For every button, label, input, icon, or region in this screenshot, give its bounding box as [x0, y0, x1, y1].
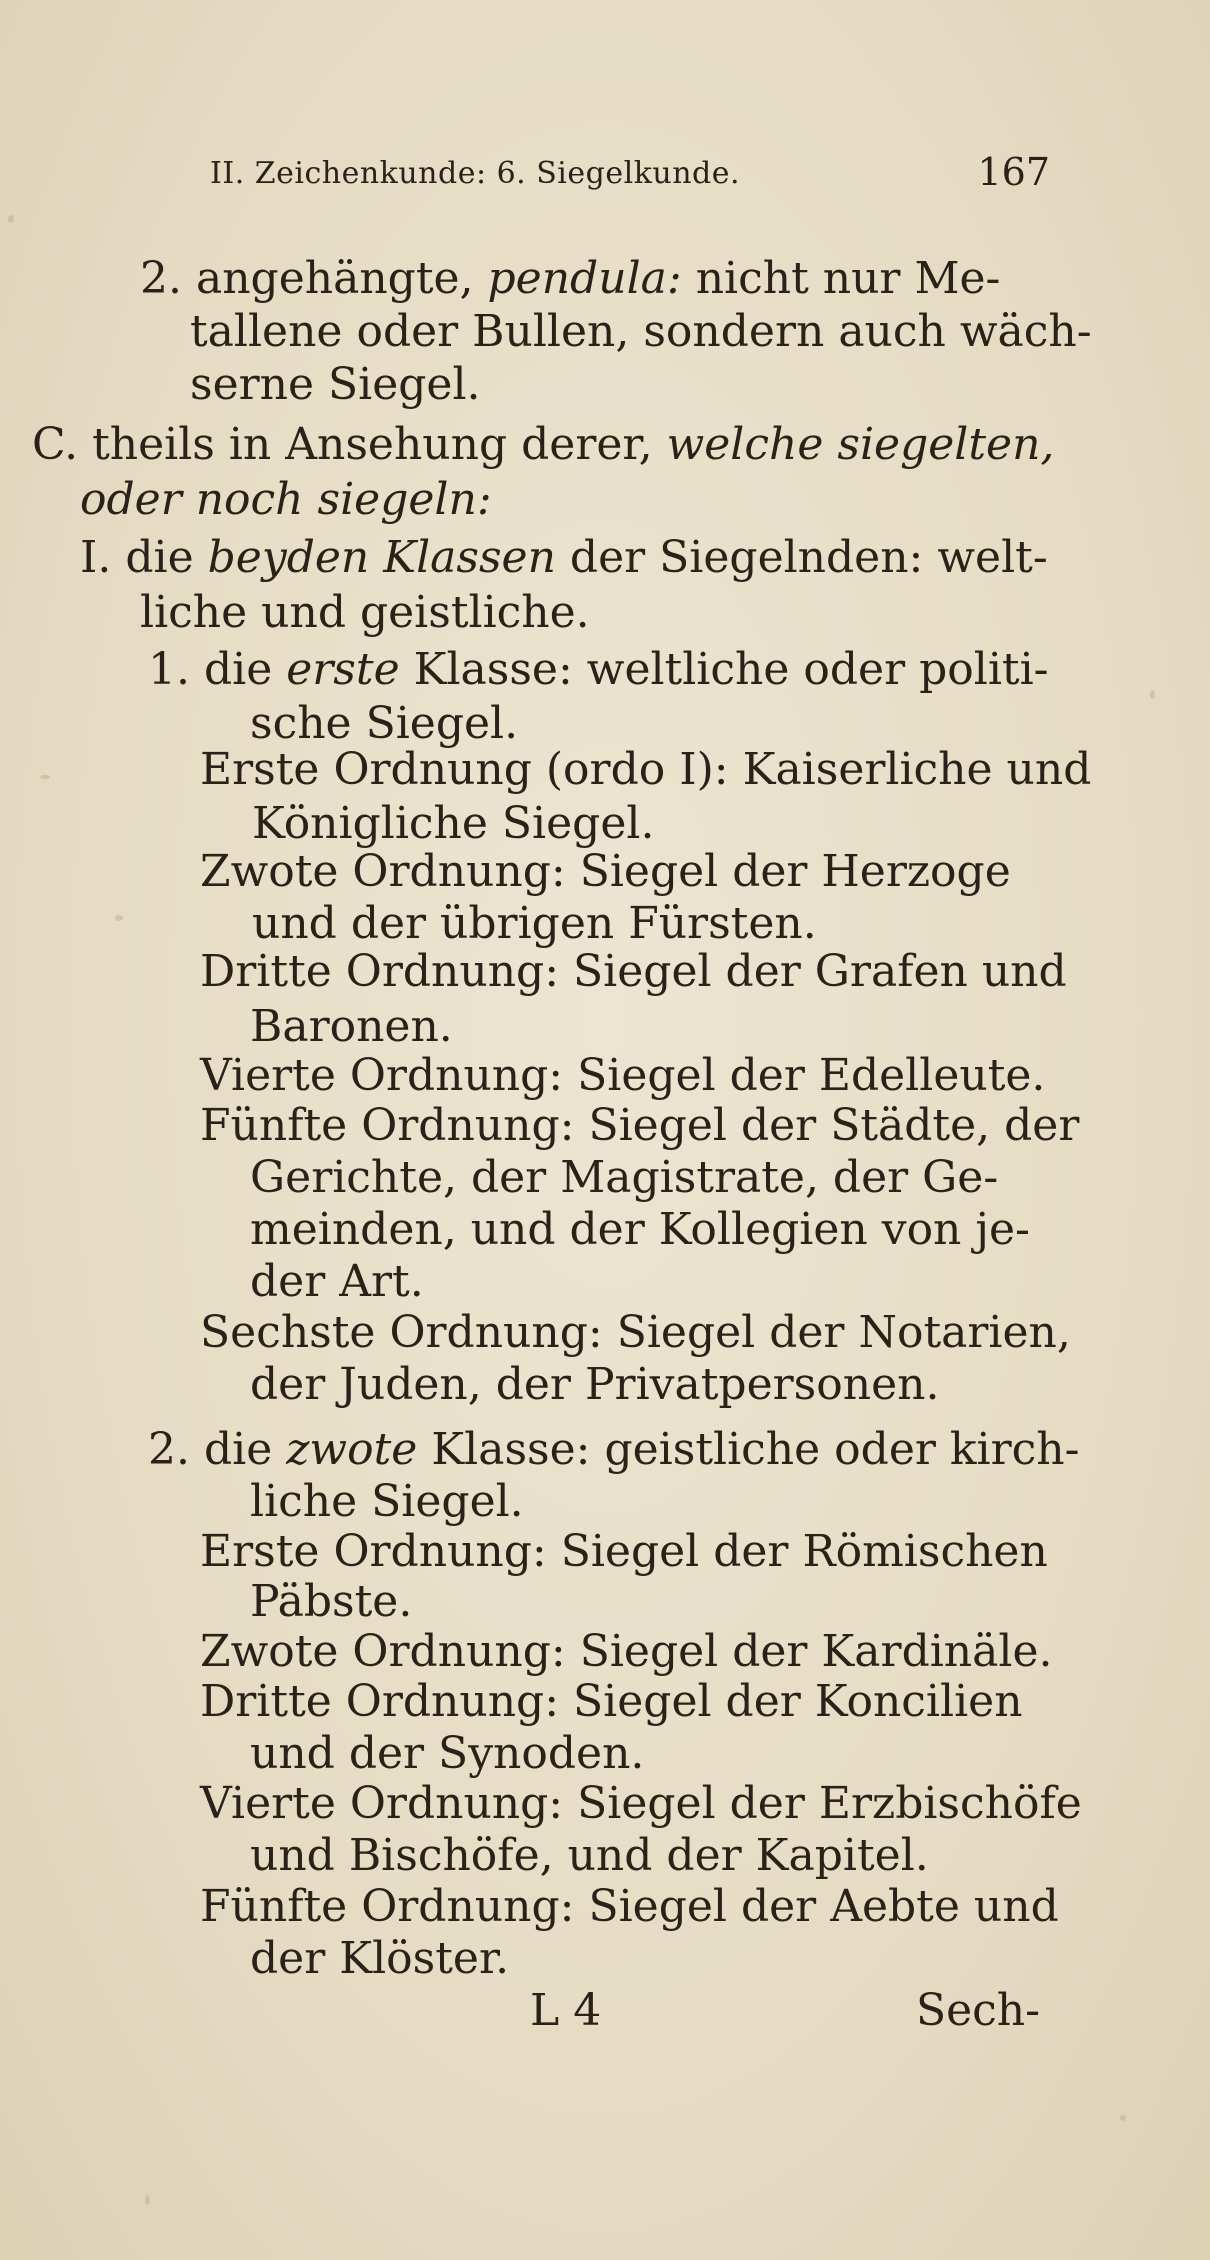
text-run: Fünfte Ordnung: Siegel der Aebte und — [200, 1881, 1059, 1932]
italic-text: welche siegelten, — [666, 419, 1055, 470]
text-run: und der übrigen Fürsten. — [252, 898, 817, 949]
text-run: Gerichte, der Magistrate, der Ge- — [250, 1152, 999, 1203]
text-line — [250, 1575, 412, 1629]
text-run: Erste Ordnung: Siegel der Römischen — [200, 1526, 1048, 1577]
paper-speck — [145, 2195, 150, 2205]
italic-text: beyden Klassen — [207, 532, 556, 583]
page-number: 167 — [977, 150, 1050, 194]
text-line — [148, 1423, 1080, 1477]
text-run: Vierte Ordnung: Siegel der Erzbischöfe — [200, 1778, 1082, 1829]
text-run: sche Siegel. — [250, 698, 519, 749]
text-line — [252, 897, 817, 951]
text-line — [252, 797, 654, 851]
signature-mark: L 4 — [530, 1985, 602, 2036]
text-run: tallene oder Bullen, sondern auch wäch- — [190, 306, 1092, 357]
text-line — [80, 531, 1048, 585]
text-line — [250, 1829, 929, 1883]
text-run: meinden, und der Kollegien von je- — [250, 1204, 1030, 1255]
paper-speck — [8, 215, 14, 223]
text-run: und der Synoden. — [250, 1728, 645, 1779]
text-run: liche und geistliche. — [140, 587, 590, 638]
text-line — [200, 1625, 1052, 1679]
running-title: II. Zeichenkunde: 6. Siegelkunde. — [210, 156, 741, 191]
text-run: und Bischöfe, und der Kapitel. — [250, 1830, 929, 1881]
italic-text: zwote — [286, 1424, 418, 1475]
text-run: Zwote Ordnung: Siegel der Herzoge — [200, 846, 1011, 897]
italic-text: oder noch siegeln: — [80, 474, 492, 525]
text-run: Klasse: weltliche oder politi- — [399, 644, 1049, 695]
paper-speck — [115, 915, 123, 921]
text-line — [250, 1151, 998, 1205]
text-line — [250, 1932, 509, 1986]
text-run: I. die — [80, 532, 208, 583]
paper-speck — [1150, 690, 1155, 699]
text-line — [250, 1358, 939, 1412]
text-line — [200, 945, 1067, 999]
text-run: Päbste. — [250, 1576, 413, 1627]
text-line — [200, 1306, 1071, 1360]
paper-speck — [40, 775, 50, 779]
text-line — [250, 1727, 644, 1781]
text-run: Erste Ordnung (ordo I): Kaiserliche und — [200, 744, 1092, 795]
text-line — [200, 1099, 1079, 1153]
text-run: Dritte Ordnung: Siegel der Koncilien — [200, 1676, 1023, 1727]
text-run: Sechste Ordnung: Siegel der Notarien, — [200, 1307, 1071, 1358]
text-line — [190, 305, 1092, 359]
text-line — [200, 1880, 1059, 1934]
text-line — [200, 1049, 1045, 1103]
text-run: C. theils in Ansehung derer, — [32, 419, 667, 470]
text-line — [200, 1777, 1082, 1831]
text-run: 2. angehängte, — [140, 253, 488, 304]
text-line — [32, 418, 1054, 472]
paper-speck — [1120, 2115, 1126, 2121]
text-line — [200, 1675, 1023, 1729]
text-line — [80, 473, 492, 527]
text-run: Königliche Siegel. — [252, 798, 655, 849]
text-line — [148, 643, 1049, 697]
italic-text: pendula: — [487, 253, 682, 304]
text-run: der Siegelnden: welt- — [555, 532, 1048, 583]
italic-text: erste — [286, 644, 400, 695]
page-header — [210, 150, 1050, 200]
text-run: Dritte Ordnung: Siegel der Grafen und — [200, 946, 1067, 997]
text-run: Klasse: geistliche oder kirch- — [417, 1424, 1080, 1475]
text-line — [250, 1475, 524, 1529]
text-line — [200, 1525, 1048, 1579]
text-run: 1. die — [148, 644, 287, 695]
text-run: Vierte Ordnung: Siegel der Edelleute. — [200, 1050, 1046, 1101]
text-line — [140, 252, 1000, 306]
text-run: der Juden, der Privatpersonen. — [250, 1359, 940, 1410]
text-line — [250, 1000, 453, 1054]
text-run: 2. die — [148, 1424, 287, 1475]
text-line — [190, 358, 481, 412]
text-run: nicht nur Me- — [681, 253, 1001, 304]
text-run: serne Siegel. — [190, 359, 481, 410]
text-line — [250, 1203, 1030, 1257]
text-run: Baronen. — [250, 1001, 453, 1052]
text-run: der Art. — [250, 1256, 424, 1307]
text-line — [200, 743, 1091, 797]
text-run: der Klöster. — [250, 1933, 510, 1984]
catchword: Sech- — [915, 1985, 1040, 2036]
text-run: liche Siegel. — [250, 1476, 524, 1527]
text-line — [140, 586, 590, 640]
text-run: Zwote Ordnung: Siegel der Kardinäle. — [200, 1626, 1053, 1677]
text-line — [200, 845, 1011, 899]
text-line — [250, 1255, 424, 1309]
text-run: Fünfte Ordnung: Siegel der Städte, der — [200, 1100, 1080, 1151]
